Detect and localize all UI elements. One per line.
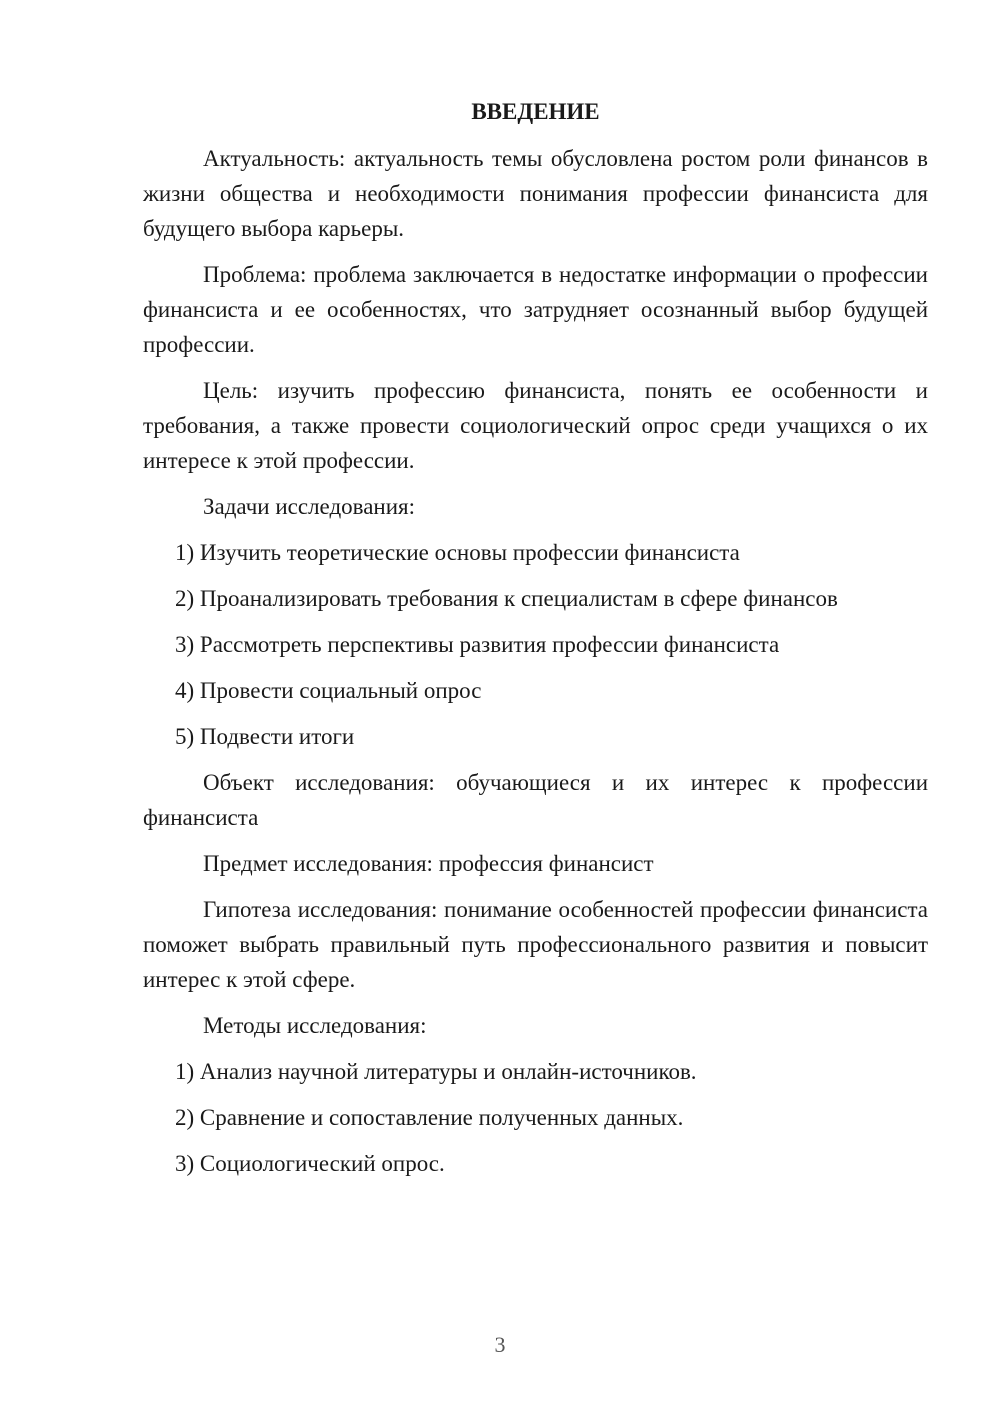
- list-item: 4) Провести социальный опрос: [175, 678, 482, 703]
- goal-paragraph: Цель: изучить профессию финансиста, понять ее особенности и требования, а также провести социологический опрос среди учащихся о их интересе к этой профессии.: [143, 378, 928, 473]
- tasks-heading: Задачи исследования:: [203, 494, 416, 519]
- list-item: 3) Социологический опрос.: [175, 1151, 445, 1176]
- relevance-paragraph: Актуальность: актуальность темы обусловлена ростом роли финансов в жизни общества и необходимости понимания профессии финансиста для будущего выбора карьеры.: [143, 146, 928, 241]
- list-item: 1) Анализ научной литературы и онлайн-источников.: [175, 1059, 697, 1084]
- page-title: ВВЕДЕНИЕ: [471, 99, 600, 124]
- subject-paragraph: Предмет исследования: профессия финансист: [203, 851, 654, 876]
- methods-list: [143, 1054, 928, 1181]
- tasks-list: [143, 535, 928, 754]
- page-number: 3: [494, 1332, 506, 1357]
- list-item: 1) Изучить теоретические основы профессии финансиста: [175, 540, 740, 565]
- page-content: [143, 94, 928, 1192]
- list-item: 2) Сравнение и сопоставление полученных данных.: [175, 1105, 684, 1130]
- list-item: 5) Подвести итоги: [175, 724, 355, 749]
- list-item: 3) Рассмотреть перспективы развития профессии финансиста: [175, 632, 780, 657]
- object-paragraph: Объект исследования: обучающиеся и их интерес к профессии финансиста: [143, 770, 928, 830]
- problem-paragraph: Проблема: проблема заключается в недостатке информации о профессии финансиста и ее особенностях, что затрудняет осознанный выбор будущей профессии.: [143, 262, 928, 357]
- hypothesis-paragraph: Гипотеза исследования: понимание особенностей профессии финансиста поможет выбрать правильный путь профессионального развития и повысит интерес к этой сфере.: [143, 897, 928, 992]
- list-item: 2) Проанализировать требования к специалистам в сфере финансов: [175, 586, 838, 611]
- methods-heading: Методы исследования:: [203, 1013, 427, 1038]
